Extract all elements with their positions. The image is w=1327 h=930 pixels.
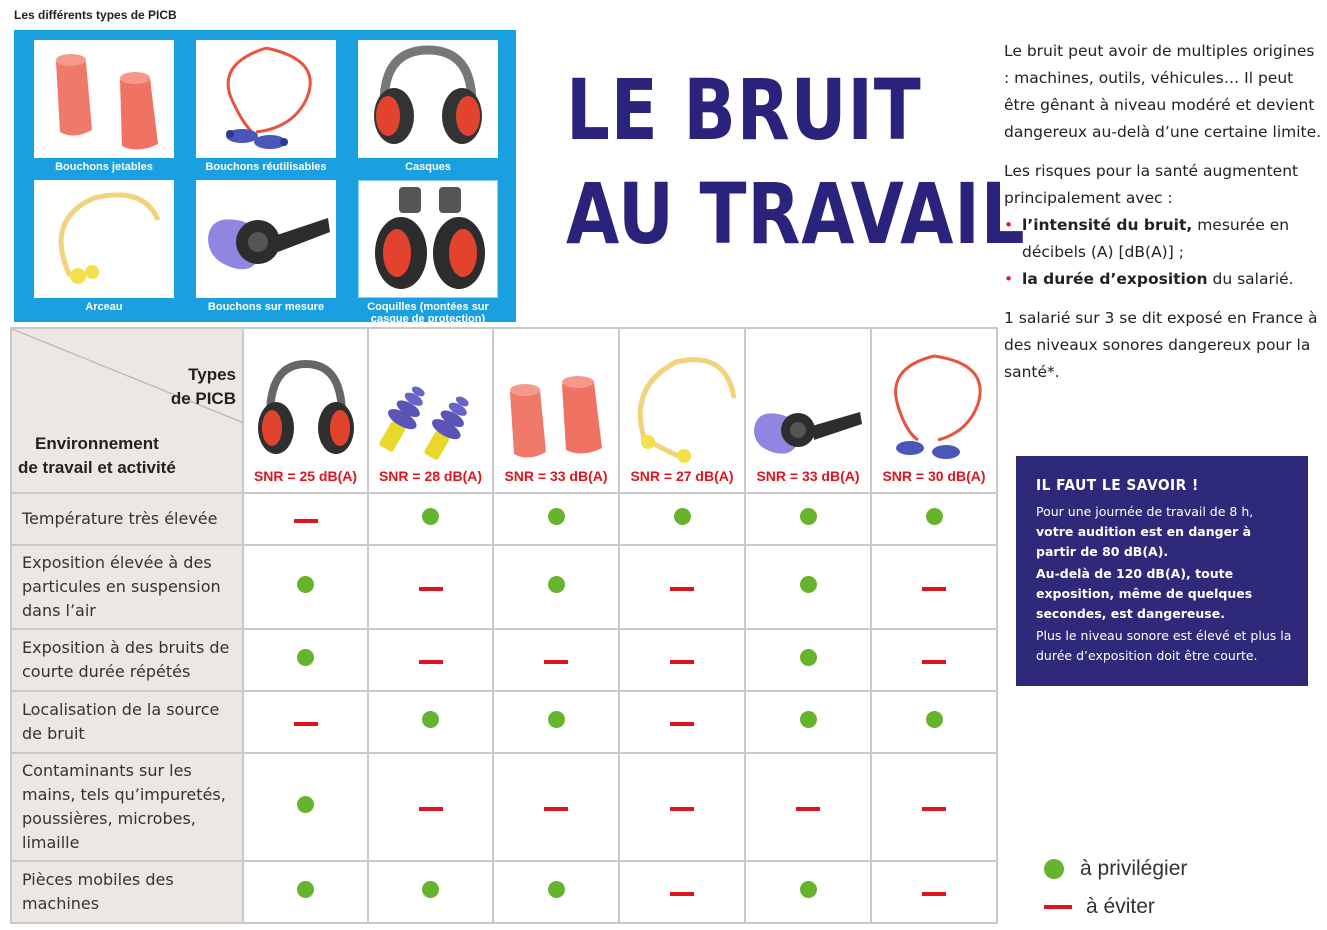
- row-label: Exposition élevée à des particules en suspension dans l’air: [11, 545, 243, 629]
- mark-cell: [368, 545, 493, 629]
- type-label: Casques: [405, 161, 451, 173]
- mark-cell: [745, 861, 871, 923]
- info-bullet-duration: [1004, 266, 1324, 293]
- mark-cell: [745, 691, 871, 753]
- type-reusable-earplugs: [196, 40, 336, 173]
- green-dot-icon: [548, 508, 565, 525]
- type-label: Bouchons réutilisables: [205, 161, 327, 173]
- mark-cell: [871, 493, 997, 545]
- red-dash-icon: [922, 807, 946, 811]
- green-dot-icon: [548, 576, 565, 593]
- foam-earplugs-icon: [494, 348, 618, 468]
- red-dash-icon: [294, 519, 318, 523]
- page-title: [566, 58, 1026, 266]
- snr-value: SNR = 28 dB(A): [378, 468, 483, 484]
- picb-table: [10, 327, 998, 924]
- red-dash-icon: [544, 660, 568, 664]
- row-label: Contaminants sur les mains, tels qu’impuretés, poussières, microbes, limaille: [11, 753, 243, 861]
- table-row: [11, 861, 997, 923]
- red-dash-icon: [922, 892, 946, 896]
- row-label: Exposition à des bruits de courte durée répétés: [11, 629, 243, 691]
- mark-cell: [243, 691, 368, 753]
- row-label: Localisation de la source de bruit: [11, 691, 243, 753]
- snr-value: SNR = 33 dB(A): [756, 468, 860, 484]
- mark-cell: [871, 691, 997, 753]
- mark-cell: [368, 629, 493, 691]
- product-column-reusable-earplugs: [368, 328, 493, 493]
- type-helmet-earmuffs: [358, 180, 498, 325]
- corner-types-line: Types: [188, 365, 236, 384]
- table-row: [11, 753, 997, 861]
- info-paragraph-2: Les risques pour la santé augmentent principalement avec :: [1004, 162, 1299, 207]
- red-dash-icon: [419, 807, 443, 811]
- mark-cell: [745, 753, 871, 861]
- red-dash-icon: [670, 892, 694, 896]
- page-title-line-1: LE BRUIT: [566, 61, 922, 159]
- snr-value: SNR = 30 dB(A): [882, 468, 986, 484]
- type-label: Arceau: [85, 301, 123, 313]
- mark-cell: [368, 753, 493, 861]
- type-label: Coquilles (montées sur casque de protection): [367, 301, 489, 325]
- product-column-corded-earplugs: [871, 328, 997, 493]
- mark-cell: [619, 545, 745, 629]
- info-paragraph-1: Le bruit peut avoir de multiples origines : machines, outils, véhicules… Il peut être gênant à niveau modéré et devient dangereux au-delà d’une certaine limite.: [1004, 42, 1322, 141]
- mark-cell: [243, 753, 368, 861]
- green-dot-icon: [548, 711, 565, 728]
- types-panel-title: Les différents types de PICB: [14, 8, 177, 22]
- green-dot-icon: [297, 649, 314, 666]
- info-bullet-intensity: [1004, 212, 1324, 266]
- red-dash-icon: [670, 587, 694, 591]
- green-dot-icon: [422, 881, 439, 898]
- green-dot-icon: [800, 881, 817, 898]
- bullet-bold: l’intensité du bruit,: [1022, 216, 1193, 234]
- corded-earplugs-icon: [872, 348, 996, 468]
- type-label: Bouchons jetables: [55, 161, 153, 173]
- green-dot-icon: [422, 508, 439, 525]
- red-dash-icon: [419, 660, 443, 664]
- product-column-foam-earplugs: [493, 328, 619, 493]
- callout-text: Pour une journée de travail de 8 h,: [1036, 504, 1254, 519]
- green-dot-icon: [422, 711, 439, 728]
- green-dot-icon: [1044, 859, 1064, 879]
- mark-cell: [243, 545, 368, 629]
- mark-cell: [493, 545, 619, 629]
- bullet-rest: du salarié.: [1207, 270, 1294, 288]
- red-dash-icon: [419, 587, 443, 591]
- table-corner: [11, 328, 243, 493]
- table-header-row: [11, 328, 997, 493]
- mark-cell: [619, 493, 745, 545]
- mark-cell: [619, 629, 745, 691]
- legend: [1044, 850, 1187, 926]
- mark-cell: [368, 691, 493, 753]
- mark-cell: [368, 861, 493, 923]
- type-foam-earplugs: [34, 40, 174, 173]
- table-row: [11, 691, 997, 753]
- custom-earplug-icon: [196, 180, 336, 298]
- mark-cell: [243, 861, 368, 923]
- corner-environment-label: [18, 432, 176, 480]
- corner-types-label: [171, 363, 236, 411]
- callout-paragraph-2: Au-delà de 120 dB(A), toute exposition, même de quelques secondes, est dangereuse.: [1036, 566, 1253, 621]
- legend-prefer: [1044, 850, 1187, 888]
- product-column-earmuffs: [243, 328, 368, 493]
- mark-cell: [871, 861, 997, 923]
- corner-environment-line: Environnement: [35, 434, 159, 453]
- red-dash-icon: [544, 807, 568, 811]
- type-label: Bouchons sur mesure: [207, 301, 325, 313]
- green-dot-icon: [297, 576, 314, 593]
- earmuffs-icon: [358, 40, 498, 158]
- mark-cell: [368, 493, 493, 545]
- mark-cell: [493, 691, 619, 753]
- corner-environment-line: de travail et activité: [18, 458, 176, 477]
- mark-cell: [619, 861, 745, 923]
- custom-earplug-icon: [746, 348, 870, 468]
- mark-cell: [493, 493, 619, 545]
- legend-avoid: [1044, 888, 1187, 926]
- types-panel: [14, 30, 516, 325]
- reusable-earplugs-icon: [369, 348, 492, 468]
- mark-cell: [243, 493, 368, 545]
- corded-earplugs-icon: [196, 40, 336, 158]
- green-dot-icon: [297, 881, 314, 898]
- info-text: [1004, 38, 1324, 398]
- mark-cell: [745, 545, 871, 629]
- mark-cell: [745, 493, 871, 545]
- helmet-earmuffs-icon: [358, 180, 498, 298]
- table-row: [11, 545, 997, 629]
- callout-title: IL FAUT LE SAVOIR !: [1036, 476, 1199, 494]
- snr-value: SNR = 27 dB(A): [630, 468, 734, 484]
- earmuffs-icon: [244, 348, 367, 468]
- mark-cell: [871, 753, 997, 861]
- row-label: Pièces mobiles des machines: [11, 861, 243, 923]
- mark-cell: [493, 861, 619, 923]
- red-dash-icon: [670, 660, 694, 664]
- green-dot-icon: [926, 711, 943, 728]
- type-band-earplugs: [34, 180, 174, 313]
- red-dash-icon: [294, 722, 318, 726]
- red-dash-icon: [670, 807, 694, 811]
- green-dot-icon: [297, 796, 314, 813]
- green-dot-icon: [674, 508, 691, 525]
- mark-cell: [243, 629, 368, 691]
- red-dash-icon: [1044, 905, 1072, 909]
- mark-cell: [619, 753, 745, 861]
- callout-paragraph-1: [1036, 502, 1292, 562]
- type-earmuffs: [358, 40, 498, 173]
- bullet-rest: mesurée en décibels (A) [dB(A)] ;: [1022, 216, 1290, 261]
- row-label: Température très élevée: [11, 493, 243, 545]
- mark-cell: [619, 691, 745, 753]
- mark-cell: [493, 753, 619, 861]
- callout-box: [1016, 456, 1308, 686]
- green-dot-icon: [800, 711, 817, 728]
- red-dash-icon: [670, 722, 694, 726]
- green-dot-icon: [800, 508, 817, 525]
- green-dot-icon: [548, 881, 565, 898]
- green-dot-icon: [800, 649, 817, 666]
- product-column-custom-earplug: [745, 328, 871, 493]
- legend-prefer-label: à privilégier: [1080, 857, 1188, 880]
- callout-text-bold: votre audition est en danger à partir de 80 dB(A).: [1036, 524, 1252, 559]
- bullet-bold: la durée d’exposition: [1022, 270, 1208, 288]
- band-earplugs-icon: [620, 348, 744, 468]
- callout-paragraph-3: Plus le niveau sonore est élevé et plus la durée d’exposition doit être courte.: [1036, 628, 1292, 663]
- foam-earplugs-icon: [34, 40, 174, 158]
- mark-cell: [493, 629, 619, 691]
- green-dot-icon: [800, 576, 817, 593]
- type-custom-earplug: [196, 180, 336, 313]
- table-row: [11, 629, 997, 691]
- mark-cell: [745, 629, 871, 691]
- snr-value: SNR = 33 dB(A): [504, 468, 608, 484]
- table-row: [11, 493, 997, 545]
- red-dash-icon: [922, 587, 946, 591]
- corner-types-line: de PICB: [170, 389, 236, 408]
- mark-cell: [871, 629, 997, 691]
- mark-cell: [871, 545, 997, 629]
- snr-value: SNR = 25 dB(A): [253, 468, 358, 484]
- legend-avoid-label: à éviter: [1086, 895, 1155, 918]
- page-title-line-2: AU TRAVAIL: [566, 165, 1026, 263]
- product-column-band-earplugs: [619, 328, 745, 493]
- info-paragraph-3: 1 salarié sur 3 se dit exposé en France à des niveaux sonores dangereux pour la santé*.: [1004, 309, 1318, 381]
- green-dot-icon: [926, 508, 943, 525]
- band-earplugs-icon: [34, 180, 174, 298]
- red-dash-icon: [796, 807, 820, 811]
- red-dash-icon: [922, 660, 946, 664]
